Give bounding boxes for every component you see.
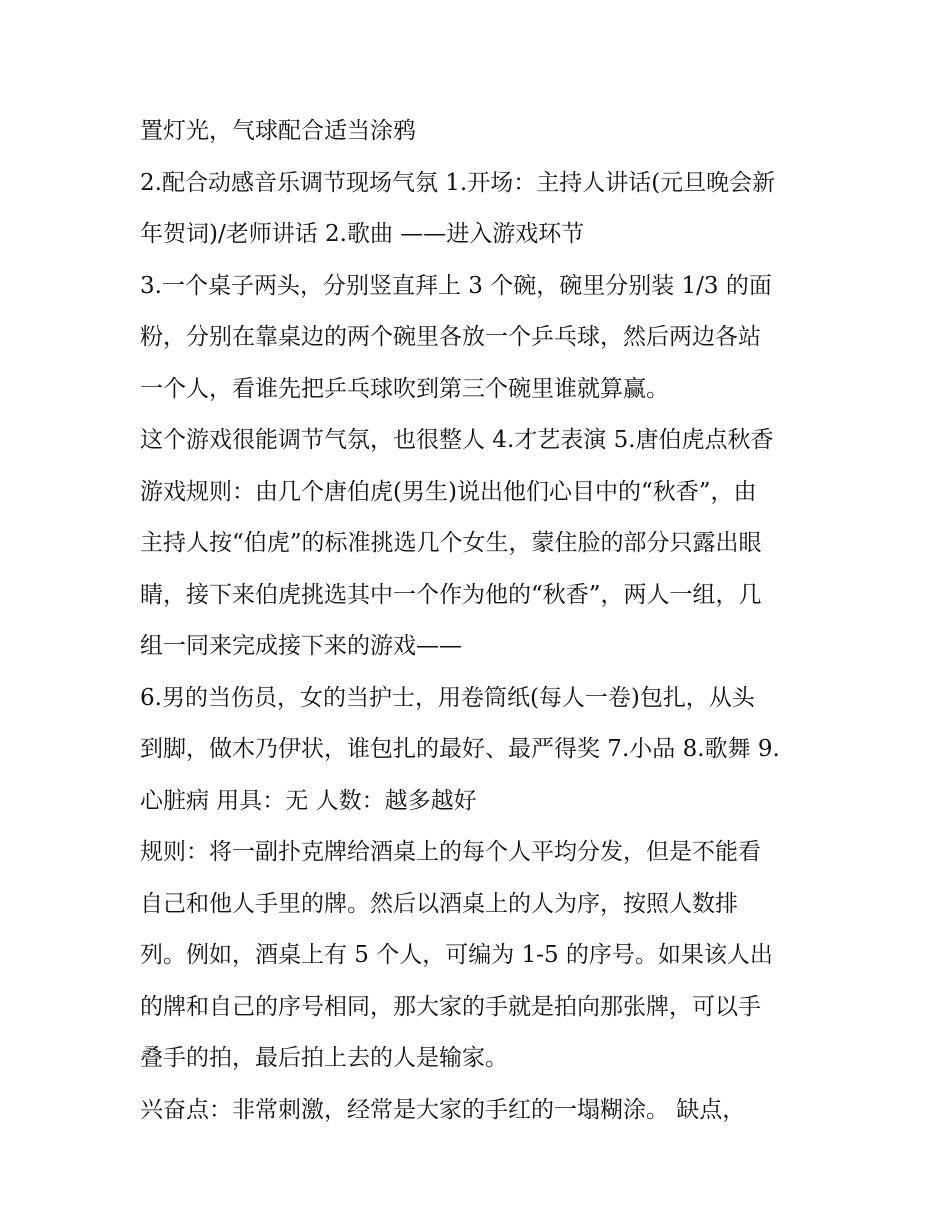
body-text <box>140 106 830 1136</box>
text-line-9: 主持人按“伯虎”的标准挑选几个女生，蒙住脸的部分只露出眼 <box>140 530 762 556</box>
text-line-10: 睛，接下来伯虎挑选其中一个作为他的“秋香”，两人一组，几 <box>140 581 762 608</box>
text-line-11: 组一同来完成接下来的游戏—— <box>140 633 462 659</box>
text-line-14: 心脏病 用具：无 人数：越多越好 <box>140 787 477 814</box>
text-line-6: 一个人，看谁先把乒乓球吹到第三个碗里谁就算赢。 <box>140 375 669 402</box>
text-line-15: 规则：将一副扑克牌给酒桌上的每个人平均分发，但是不能看 <box>140 839 761 865</box>
text-line-12: 6.男的当伤员，女的当护士，用卷筒纸(每人一卷)包扎，从头 <box>140 684 755 711</box>
text-line-20: 兴奋点：非常刺激，经常是大家的手红的一塌糊涂。 缺点， <box>140 1096 746 1123</box>
text-line-18: 的牌和自己的序号相同，那大家的手就是拍向那张牌，可以手 <box>140 993 761 1020</box>
text-line-3: 年贺词)/老师讲话 2.歌曲 ——进入游戏环节 <box>140 221 585 247</box>
text-line-16: 自己和他人手里的牌。然后以酒桌上的人为序，按照人数排 <box>140 890 738 917</box>
text-line-13: 到脚，做木乃伊状，谁包扎的最好、最严得奖 7.小品 8.歌舞 9. <box>140 736 780 762</box>
text-line-2: 2.配合动感音乐调节现场气氛 1.开场：主持人讲话(元旦晚会新 <box>140 169 776 196</box>
text-line-7: 这个游戏很能调节气氛，也很整人 4.才艺表演 5.唐伯虎点秋香 <box>140 427 774 453</box>
text-line-17: 列。例如，酒桌上有 5 个人，可编为 1-5 的序号。如果该人出 <box>140 942 773 968</box>
text-line-8: 游戏规则：由几个唐伯虎(男生)说出他们心目中的“秋香”，由 <box>140 478 757 505</box>
text-line-5: 粉，分别在靠桌边的两个碗里各放一个乒乓球，然后两边各站 <box>140 324 761 350</box>
text-line-1: 置灯光，气球配合适当涂鸦 <box>140 118 416 144</box>
text-line-19: 叠手的拍，最后拍上去的人是输家。 <box>140 1045 508 1071</box>
text-line-4: 3.一个桌子两头，分别竖直拜上 3 个碗，碗里分别装 1/3 的面 <box>140 272 772 299</box>
